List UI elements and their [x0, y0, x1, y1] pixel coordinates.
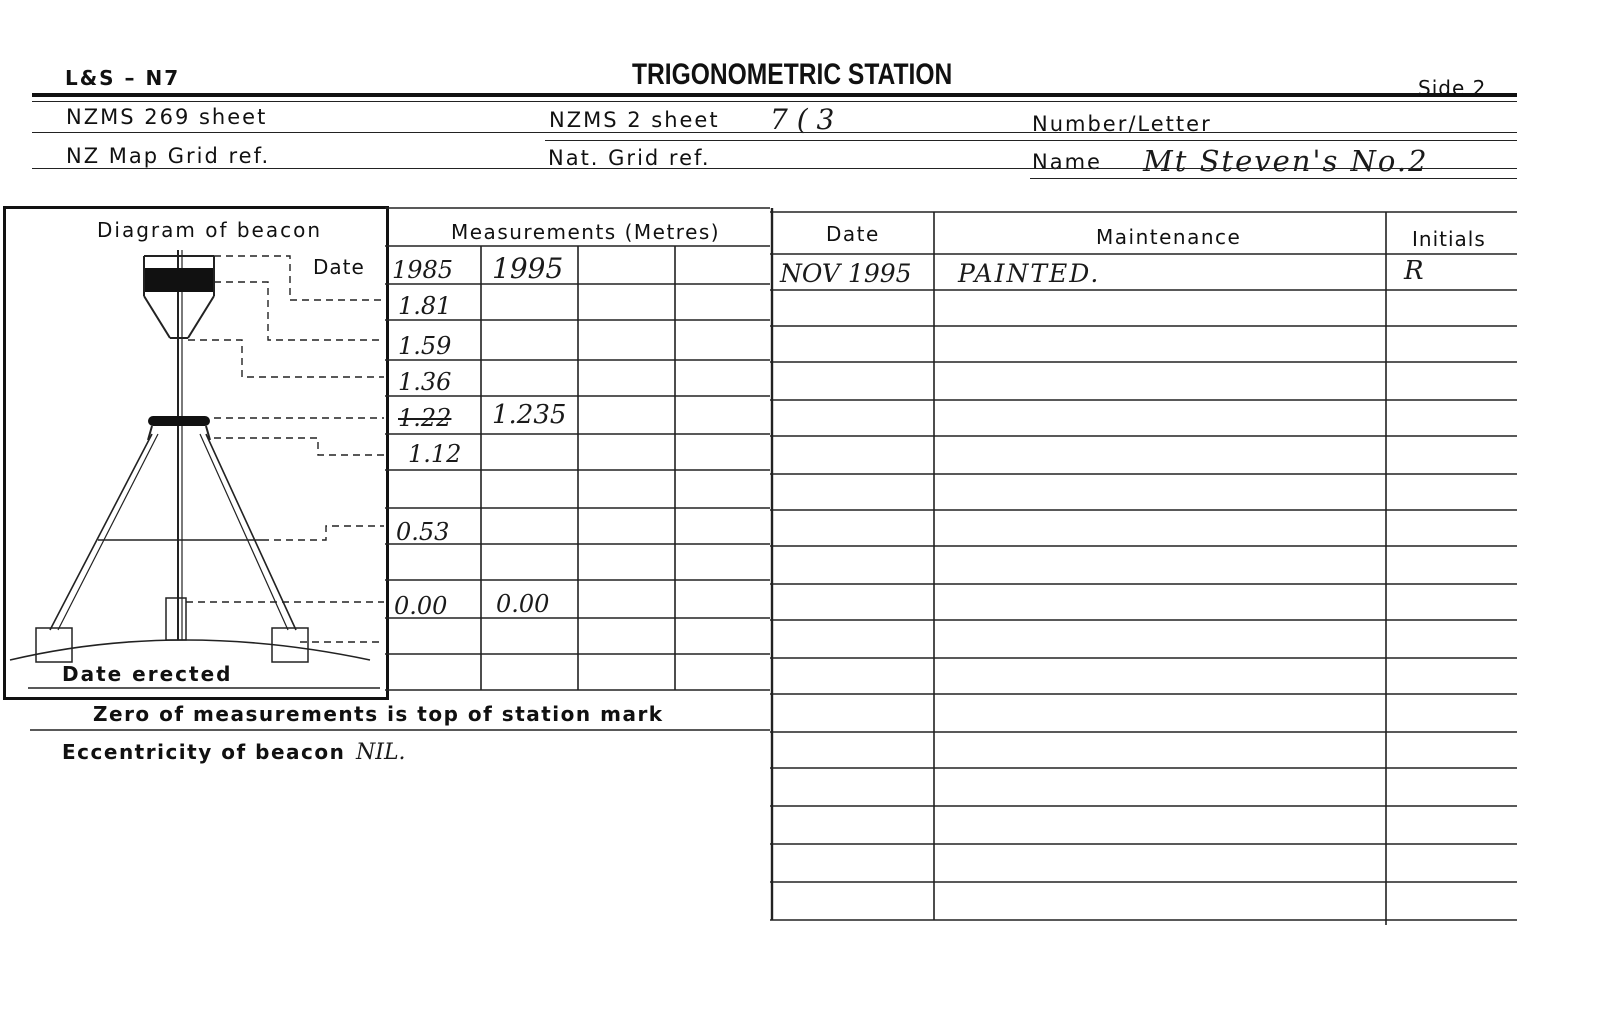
number-letter-label: Number/Letter [1032, 112, 1212, 136]
diagram-date-label: Date [313, 255, 365, 279]
maint-initials-header: Initials [1412, 227, 1486, 251]
maint-r1-maintenance: PAINTED. [958, 259, 1101, 288]
meas-r10-c2: 0.00 [496, 590, 550, 618]
eccentricity-label: Eccentricity of beacon [62, 740, 346, 764]
maint-date-header: Date [826, 222, 880, 246]
maint-r1-date: NOV 1995 [780, 259, 912, 288]
meas-r1-c2: 1995 [492, 252, 564, 285]
nat-grid-label: Nat. Grid ref. [548, 146, 711, 170]
meas-r5-c1: 1.22 [398, 404, 452, 432]
measurements-header: Measurements (Metres) [451, 220, 721, 244]
nz-map-grid-label: NZ Map Grid ref. [66, 144, 271, 168]
meas-r1-c1: 1985 [392, 256, 454, 284]
meas-r6-c1: 1.12 [408, 440, 462, 468]
meas-r8-c1: 0.53 [396, 518, 450, 546]
meas-r4-c1: 1.36 [398, 368, 452, 396]
meas-r10-c1: 0.00 [394, 592, 448, 620]
zero-note: Zero of measurements is top of station mark [93, 702, 664, 726]
meas-r5-c2: 1.235 [492, 400, 567, 430]
maint-maintenance-header: Maintenance [1096, 225, 1242, 249]
name-label: Name [1032, 150, 1102, 174]
diagram-title: Diagram of beacon [97, 218, 323, 242]
maint-r1-initials: R [1404, 256, 1424, 286]
meas-r2-c1: 1.81 [398, 292, 452, 320]
nzms2-label: NZMS 2 sheet [549, 108, 720, 132]
form-code: L&S – N7 [65, 66, 181, 90]
station-name: Mt Steven's No.2 [1143, 144, 1429, 178]
nzms269-label: NZMS 269 sheet [66, 105, 268, 129]
page-title: TRIGONOMETRIC STATION [632, 58, 953, 91]
meas-r3-c1: 1.59 [398, 332, 452, 360]
nzms2-value: 7 ( 3 [770, 103, 835, 136]
date-erected-label: Date erected [62, 662, 233, 686]
eccentricity-value: NIL. [356, 740, 406, 765]
side-label: Side 2 [1418, 76, 1487, 100]
